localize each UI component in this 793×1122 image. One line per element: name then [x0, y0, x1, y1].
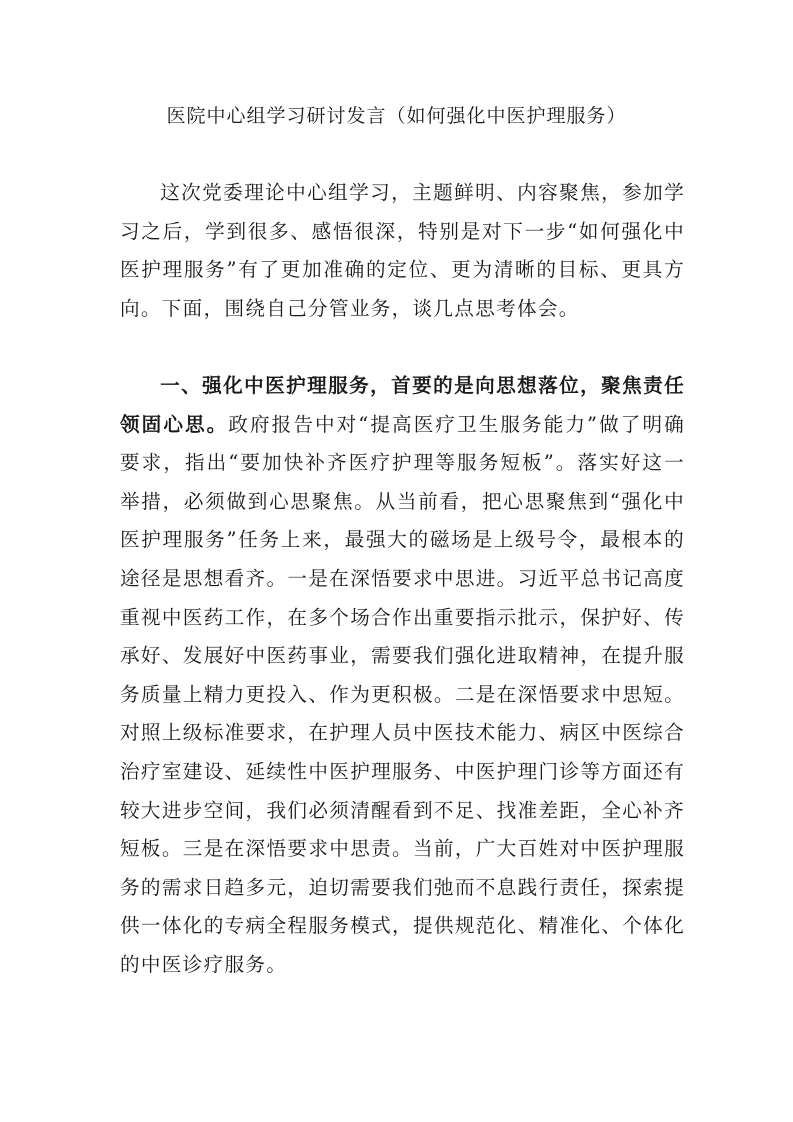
section-1-heading: 一、强化中医护理服务，首要的是向思想落位，聚焦责任领固心思。: [120, 374, 685, 436]
section-1-body: 政府报告中对“提高医疗卫生服务能力”做了明确要求，指出“要加快补齐医疗护理等服务短板”。落实好这一举措，必须做到心思聚焦。从当前看，把心思聚焦到“强化中医护理服务”任务上来，最强大的磁场是上级号令，最根本的途径是思想看齐。一是在深悟要求中思进。习近平总书记高度重视中医药工作，在多个场合作出重要指示批示，保护好、传承好、发展好中医药事业，需要我们强化进取精神，在提升服务质量上精力更投入、作为更积极。二是在深悟要求中思短。对照上级标准要求，在护理人员中医技术能力、病区中医综合治疗室建设、延续性中医护理服务、中医护理门诊等方面还有较大进步空间，我们必须清醒看到不足、找准差距，全心补齐短板。三是在深悟要求中思责。当前，广大百姓对中医护理服务的需求日趋多元，迫切需要我们弛而不息践行责任，探索提供一体化的专病全程服务模式，提供规范化、精准化、个体化的中医诊疗服务。: [120, 412, 686, 976]
intro-paragraph: [120, 174, 685, 328]
intro-paragraph-text: 这次党委理论中心组学习，主题鲜明、内容聚焦，参加学习之后，学到很多、感悟很深，特别是对下一步“如何强化中医护理服务”有了更加准确的定位、更为清晰的目标、更具方向。下面，围绕自己分管业务，谈几点思考体会。: [120, 181, 685, 320]
section-1-paragraph: [120, 367, 685, 985]
document-title: 医院中心组学习研讨发言（如何强化中医护理服务）: [166, 105, 627, 127]
